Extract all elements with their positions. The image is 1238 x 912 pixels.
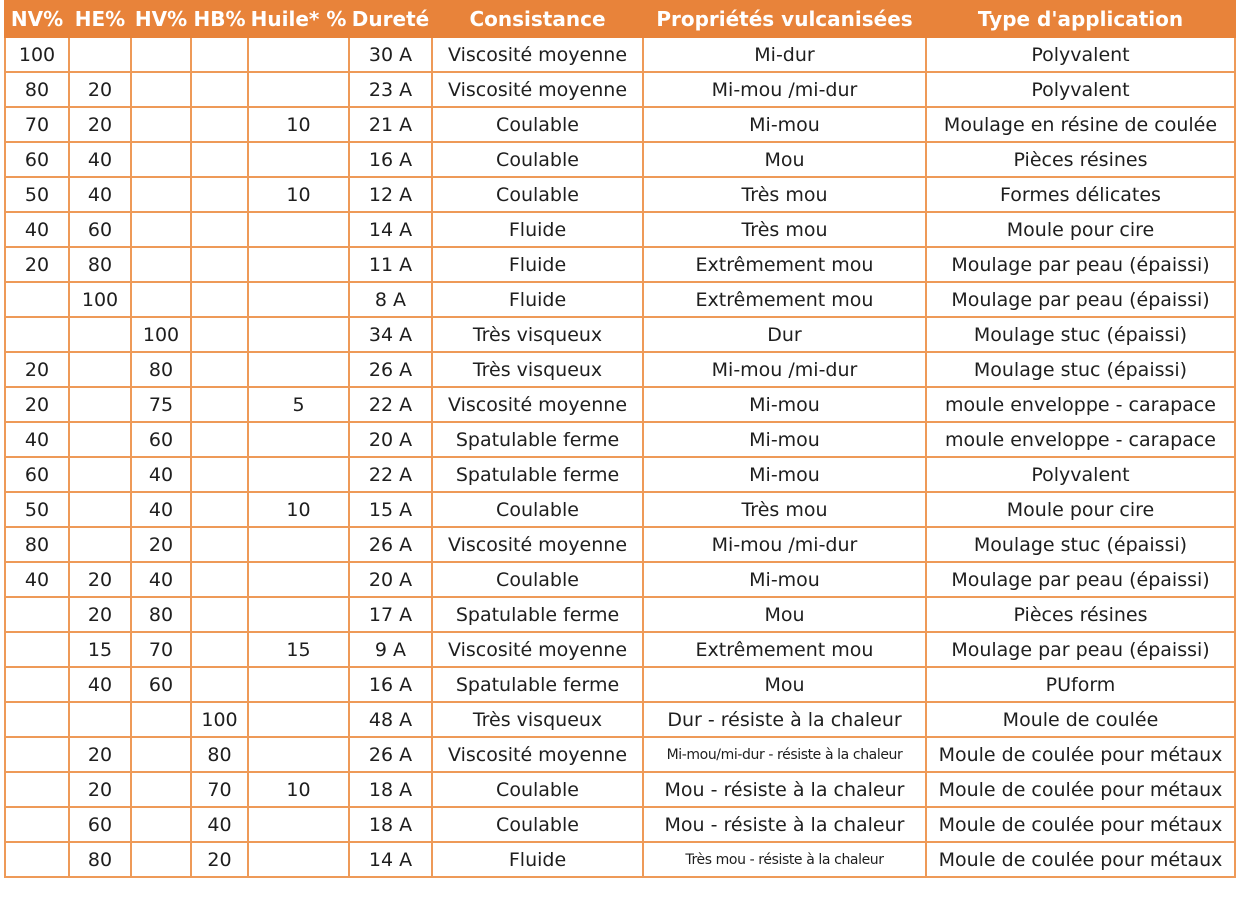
table-row <box>5 492 1235 527</box>
formulation-table <box>4 0 1236 878</box>
cell-consistance: Viscosité moyenne <box>432 37 643 72</box>
cell-he: 60 <box>69 807 131 842</box>
cell-hv: 80 <box>131 597 191 632</box>
cell-hb <box>191 527 248 562</box>
cell-hv <box>131 177 191 212</box>
cell-application: Moulage stuc (épaissi) <box>926 317 1235 352</box>
cell-durete: 14 A <box>349 842 432 877</box>
header-hb: HB% <box>191 1 248 37</box>
cell-consistance: Fluide <box>432 212 643 247</box>
cell-nv <box>5 737 69 772</box>
cell-durete: 21 A <box>349 107 432 142</box>
cell-consistance: Très visqueux <box>432 352 643 387</box>
cell-huile <box>248 597 349 632</box>
cell-he: 20 <box>69 107 131 142</box>
cell-consistance: Fluide <box>432 282 643 317</box>
cell-hv: 40 <box>131 562 191 597</box>
cell-he: 20 <box>69 72 131 107</box>
table-row <box>5 352 1235 387</box>
cell-huile: 15 <box>248 632 349 667</box>
cell-hv: 60 <box>131 422 191 457</box>
cell-hb <box>191 317 248 352</box>
cell-huile <box>248 72 349 107</box>
cell-he: 20 <box>69 772 131 807</box>
cell-he <box>69 37 131 72</box>
cell-he: 40 <box>69 667 131 702</box>
cell-consistance: Fluide <box>432 842 643 877</box>
cell-proprietes: Dur - résiste à la chaleur <box>643 702 926 737</box>
cell-huile <box>248 142 349 177</box>
cell-he <box>69 527 131 562</box>
cell-application: Moule de coulée pour métaux <box>926 807 1235 842</box>
header-application: Type d'application <box>926 1 1235 37</box>
cell-durete: 11 A <box>349 247 432 282</box>
cell-hb <box>191 667 248 702</box>
table-row <box>5 177 1235 212</box>
cell-application: Moulage stuc (épaissi) <box>926 352 1235 387</box>
cell-huile: 10 <box>248 772 349 807</box>
table-row <box>5 702 1235 737</box>
cell-hv <box>131 737 191 772</box>
cell-hv <box>131 842 191 877</box>
cell-application: Pièces résines <box>926 142 1235 177</box>
cell-application: Moulage en résine de coulée <box>926 107 1235 142</box>
header-he: HE% <box>69 1 131 37</box>
cell-hb <box>191 107 248 142</box>
table-row <box>5 772 1235 807</box>
cell-proprietes: Mi-mou /mi-dur <box>643 527 926 562</box>
cell-consistance: Coulable <box>432 562 643 597</box>
cell-consistance: Spatulable ferme <box>432 667 643 702</box>
cell-nv: 60 <box>5 457 69 492</box>
cell-proprietes: Très mou <box>643 177 926 212</box>
cell-consistance: Viscosité moyenne <box>432 737 643 772</box>
header-proprietes: Propriétés vulcanisées <box>643 1 926 37</box>
cell-nv <box>5 317 69 352</box>
cell-application: Formes délicates <box>926 177 1235 212</box>
cell-hv: 40 <box>131 492 191 527</box>
cell-consistance: Fluide <box>432 247 643 282</box>
cell-consistance: Très visqueux <box>432 702 643 737</box>
cell-he <box>69 457 131 492</box>
cell-consistance: Très visqueux <box>432 317 643 352</box>
cell-hv <box>131 142 191 177</box>
cell-huile <box>248 247 349 282</box>
cell-hv: 70 <box>131 632 191 667</box>
cell-hv <box>131 247 191 282</box>
cell-hv: 75 <box>131 387 191 422</box>
cell-durete: 26 A <box>349 527 432 562</box>
cell-application: Moule pour cire <box>926 212 1235 247</box>
cell-he: 20 <box>69 737 131 772</box>
cell-durete: 12 A <box>349 177 432 212</box>
cell-he <box>69 702 131 737</box>
cell-huile <box>248 562 349 597</box>
cell-he: 40 <box>69 177 131 212</box>
cell-nv: 100 <box>5 37 69 72</box>
cell-proprietes: Très mou - résiste à la chaleur <box>643 842 926 877</box>
cell-durete: 15 A <box>349 492 432 527</box>
cell-hv: 60 <box>131 667 191 702</box>
cell-hv: 20 <box>131 527 191 562</box>
cell-application: Moulage stuc (épaissi) <box>926 527 1235 562</box>
cell-hb <box>191 142 248 177</box>
cell-application: Moulage par peau (épaissi) <box>926 632 1235 667</box>
table-row <box>5 317 1235 352</box>
cell-huile <box>248 457 349 492</box>
cell-consistance: Viscosité moyenne <box>432 527 643 562</box>
cell-application: Polyvalent <box>926 72 1235 107</box>
cell-hb <box>191 492 248 527</box>
cell-application: Pièces résines <box>926 597 1235 632</box>
cell-durete: 18 A <box>349 772 432 807</box>
cell-hv: 40 <box>131 457 191 492</box>
cell-huile <box>248 667 349 702</box>
cell-consistance: Viscosité moyenne <box>432 632 643 667</box>
cell-consistance: Coulable <box>432 772 643 807</box>
cell-consistance: Spatulable ferme <box>432 597 643 632</box>
cell-proprietes: Mou <box>643 667 926 702</box>
cell-nv: 20 <box>5 387 69 422</box>
cell-proprietes: Très mou <box>643 212 926 247</box>
cell-nv <box>5 597 69 632</box>
cell-nv <box>5 282 69 317</box>
cell-proprietes: Mou <box>643 597 926 632</box>
cell-consistance: Spatulable ferme <box>432 457 643 492</box>
cell-hb <box>191 37 248 72</box>
cell-durete: 9 A <box>349 632 432 667</box>
cell-hb <box>191 352 248 387</box>
table-row <box>5 107 1235 142</box>
cell-he: 40 <box>69 142 131 177</box>
cell-consistance: Coulable <box>432 177 643 212</box>
cell-application: PUform <box>926 667 1235 702</box>
cell-huile <box>248 282 349 317</box>
cell-he: 15 <box>69 632 131 667</box>
cell-proprietes: Mi-dur <box>643 37 926 72</box>
cell-durete: 48 A <box>349 702 432 737</box>
cell-nv: 20 <box>5 352 69 387</box>
cell-proprietes: Mi-mou <box>643 107 926 142</box>
cell-hb: 20 <box>191 842 248 877</box>
table-row <box>5 562 1235 597</box>
cell-huile <box>248 352 349 387</box>
table-row <box>5 387 1235 422</box>
cell-durete: 22 A <box>349 387 432 422</box>
table-row <box>5 282 1235 317</box>
cell-consistance: Viscosité moyenne <box>432 72 643 107</box>
table-row <box>5 247 1235 282</box>
cell-proprietes: Mou <box>643 142 926 177</box>
cell-durete: 16 A <box>349 142 432 177</box>
cell-durete: 26 A <box>349 737 432 772</box>
table-row <box>5 37 1235 72</box>
table-header-row <box>5 1 1235 37</box>
cell-nv: 80 <box>5 72 69 107</box>
cell-proprietes: Extrêmement mou <box>643 282 926 317</box>
cell-hb <box>191 72 248 107</box>
cell-proprietes: Mi-mou <box>643 562 926 597</box>
table-row <box>5 527 1235 562</box>
cell-hb <box>191 387 248 422</box>
cell-nv <box>5 842 69 877</box>
cell-proprietes: Mou - résiste à la chaleur <box>643 772 926 807</box>
cell-application: moule enveloppe - carapace <box>926 422 1235 457</box>
cell-huile <box>248 37 349 72</box>
cell-nv: 50 <box>5 177 69 212</box>
cell-nv: 60 <box>5 142 69 177</box>
cell-consistance: Coulable <box>432 492 643 527</box>
cell-hv: 80 <box>131 352 191 387</box>
table-row <box>5 807 1235 842</box>
cell-application: Moulage par peau (épaissi) <box>926 282 1235 317</box>
header-hv: HV% <box>131 1 191 37</box>
cell-nv: 20 <box>5 247 69 282</box>
cell-he: 80 <box>69 842 131 877</box>
table-row <box>5 667 1235 702</box>
cell-durete: 17 A <box>349 597 432 632</box>
cell-hv <box>131 702 191 737</box>
cell-he <box>69 317 131 352</box>
table-row <box>5 737 1235 772</box>
table-row <box>5 597 1235 632</box>
cell-huile: 10 <box>248 177 349 212</box>
table-row <box>5 842 1235 877</box>
cell-hb <box>191 562 248 597</box>
cell-application: Moulage par peau (épaissi) <box>926 562 1235 597</box>
cell-proprietes: Mi-mou /mi-dur <box>643 72 926 107</box>
cell-huile <box>248 422 349 457</box>
cell-application: Moule de coulée pour métaux <box>926 737 1235 772</box>
cell-proprietes: Mou - résiste à la chaleur <box>643 807 926 842</box>
cell-hv <box>131 37 191 72</box>
cell-he: 20 <box>69 597 131 632</box>
header-nv: NV% <box>5 1 69 37</box>
cell-application: Moule de coulée pour métaux <box>926 842 1235 877</box>
cell-proprietes: Extrêmement mou <box>643 632 926 667</box>
cell-hv <box>131 72 191 107</box>
cell-he: 80 <box>69 247 131 282</box>
cell-consistance: Coulable <box>432 807 643 842</box>
cell-durete: 22 A <box>349 457 432 492</box>
cell-huile <box>248 527 349 562</box>
cell-nv: 40 <box>5 212 69 247</box>
header-huile: Huile* % <box>248 1 349 37</box>
cell-huile: 10 <box>248 492 349 527</box>
table-row <box>5 142 1235 177</box>
table-row <box>5 212 1235 247</box>
cell-he <box>69 492 131 527</box>
cell-hb <box>191 597 248 632</box>
cell-nv: 70 <box>5 107 69 142</box>
cell-durete: 20 A <box>349 422 432 457</box>
header-consistance: Consistance <box>432 1 643 37</box>
cell-huile <box>248 317 349 352</box>
cell-nv: 40 <box>5 422 69 457</box>
cell-hb <box>191 282 248 317</box>
cell-application: Moule de coulée <box>926 702 1235 737</box>
cell-nv <box>5 807 69 842</box>
cell-he <box>69 387 131 422</box>
cell-durete: 14 A <box>349 212 432 247</box>
cell-durete: 34 A <box>349 317 432 352</box>
cell-hb <box>191 457 248 492</box>
cell-hv <box>131 107 191 142</box>
cell-he <box>69 422 131 457</box>
cell-consistance: Coulable <box>432 142 643 177</box>
cell-hv <box>131 772 191 807</box>
cell-proprietes: Dur <box>643 317 926 352</box>
cell-proprietes: Mi-mou <box>643 457 926 492</box>
cell-hv <box>131 807 191 842</box>
cell-application: moule enveloppe - carapace <box>926 387 1235 422</box>
table-row <box>5 422 1235 457</box>
cell-nv <box>5 772 69 807</box>
cell-hb <box>191 422 248 457</box>
cell-he <box>69 352 131 387</box>
cell-he: 20 <box>69 562 131 597</box>
table-row <box>5 457 1235 492</box>
cell-hv <box>131 212 191 247</box>
cell-nv <box>5 702 69 737</box>
cell-huile <box>248 212 349 247</box>
cell-application: Polyvalent <box>926 457 1235 492</box>
cell-hb <box>191 632 248 667</box>
cell-application: Moulage par peau (épaissi) <box>926 247 1235 282</box>
cell-consistance: Spatulable ferme <box>432 422 643 457</box>
cell-hb <box>191 247 248 282</box>
cell-hb: 100 <box>191 702 248 737</box>
cell-hb <box>191 212 248 247</box>
cell-huile <box>248 842 349 877</box>
cell-hv <box>131 282 191 317</box>
cell-durete: 26 A <box>349 352 432 387</box>
cell-durete: 16 A <box>349 667 432 702</box>
cell-durete: 30 A <box>349 37 432 72</box>
cell-proprietes: Mi-mou/mi-dur - résiste à la chaleur <box>643 737 926 772</box>
table-body <box>5 37 1235 877</box>
cell-he: 60 <box>69 212 131 247</box>
cell-hv: 100 <box>131 317 191 352</box>
table-row <box>5 72 1235 107</box>
cell-hb: 80 <box>191 737 248 772</box>
cell-huile: 5 <box>248 387 349 422</box>
cell-consistance: Viscosité moyenne <box>432 387 643 422</box>
cell-hb: 40 <box>191 807 248 842</box>
cell-application: Moule de coulée pour métaux <box>926 772 1235 807</box>
cell-huile <box>248 702 349 737</box>
cell-proprietes: Extrêmement mou <box>643 247 926 282</box>
cell-proprietes: Mi-mou <box>643 387 926 422</box>
cell-nv <box>5 667 69 702</box>
cell-nv: 80 <box>5 527 69 562</box>
cell-proprietes: Mi-mou /mi-dur <box>643 352 926 387</box>
cell-nv <box>5 632 69 667</box>
cell-hb: 70 <box>191 772 248 807</box>
header-durete: Dureté <box>349 1 432 37</box>
cell-nv: 40 <box>5 562 69 597</box>
cell-consistance: Coulable <box>432 107 643 142</box>
cell-huile <box>248 807 349 842</box>
cell-nv: 50 <box>5 492 69 527</box>
cell-durete: 23 A <box>349 72 432 107</box>
cell-proprietes: Mi-mou <box>643 422 926 457</box>
cell-proprietes: Très mou <box>643 492 926 527</box>
cell-durete: 8 A <box>349 282 432 317</box>
cell-huile <box>248 737 349 772</box>
cell-hb <box>191 177 248 212</box>
cell-durete: 18 A <box>349 807 432 842</box>
cell-he: 100 <box>69 282 131 317</box>
cell-application: Moule pour cire <box>926 492 1235 527</box>
cell-huile: 10 <box>248 107 349 142</box>
cell-durete: 20 A <box>349 562 432 597</box>
table-row <box>5 632 1235 667</box>
cell-application: Polyvalent <box>926 37 1235 72</box>
